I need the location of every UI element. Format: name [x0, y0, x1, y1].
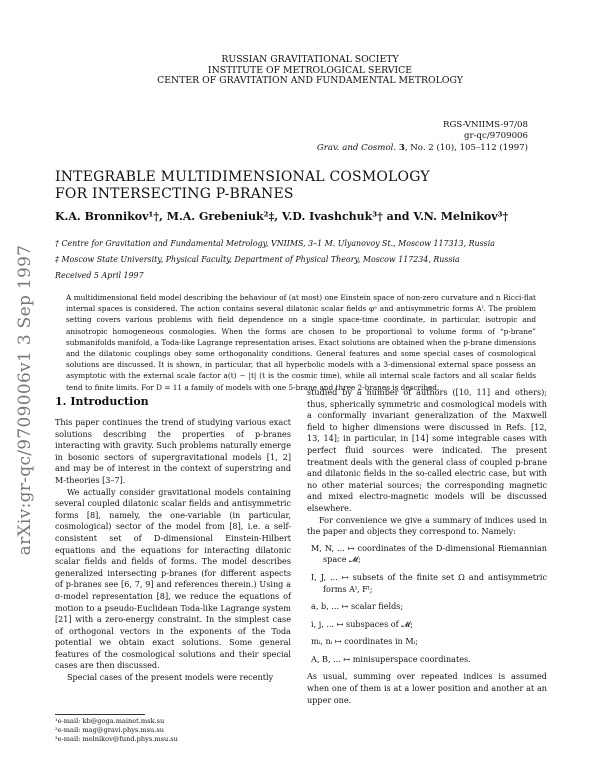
- index-list: [307, 543, 547, 666]
- affiliation: ‡ Moscow State University, Physical Faculty, Department of Physical Theory, Moscow 117234, Russia: [55, 255, 460, 264]
- list-item: A, B, ... ↦ minisuperspace coordinates.: [311, 653, 471, 664]
- institution-line: INSTITUTE OF METROLOGICAL SERVICE: [207, 64, 413, 76]
- paragraph: Special cases of the present models were recently: [67, 672, 274, 683]
- title-line: INTEGRABLE MULTIDIMENSIONAL COSMOLOGY: [55, 169, 430, 185]
- footnote: ³e-mail: melnikov@fund.phys.msu.su: [55, 734, 178, 743]
- list-item: I, J, ... ↦ subsets of the finite set Ω and antisymmetric forms Aᴵ, Fᴵ;: [311, 571, 547, 594]
- institution-line: CENTER OF GRAVITATION AND FUNDAMENTAL METROLOGY: [157, 75, 463, 86]
- footnote: ²e-mail: mag@gravi.phys.msu.su: [55, 725, 165, 734]
- paragraph: As usual, summing over repeated indices is assumed when one of them is at a lower position and another at an upper one.: [307, 671, 547, 705]
- journal-citation: [317, 143, 528, 154]
- author-list: K.A. Bronnikov¹†, M.A. Grebeniuk²‡, V.D. Ivashchuk³† and V.N. Melnikov³†: [55, 210, 509, 223]
- paragraph: For convenience we give a summary of indices used in the paper and objects they correspond to. Namely:: [307, 514, 547, 537]
- paragraph: studied by a number of authors ([10, 11] and others); thus, spherically symmetric and cosmological models with a conformally invariant generalization of the Maxwell field to higher dimensions were discussed in Refs. [12, 13, 14]; in particular, in [14] some integrable cases with perfect fluid sources were indicated. The present treatment deals with the general class of coupled p-brane and dilatonic fields in the so-called electric case, but with no other material sources; the corresponding magnetic and mixed electro-magnetic models will be discussed elsewhere.: [307, 387, 547, 513]
- footnotes: [55, 717, 355, 744]
- journal-issue: , No. 2 (10), 105–112 (1997): [404, 142, 528, 153]
- arxiv-id: gr-qc/9709006: [464, 131, 528, 142]
- affiliation: † Centre for Gravitation and Fundamental Metrology, VNIIMS, 3–1 M. Ulyanovoy St., Moscow 117313, Russia: [55, 239, 495, 248]
- received-date: Received 5 April 1997: [55, 271, 144, 280]
- paragraph: We actually consider gravitational models containing several coupled dilatonic scalar fields and antisymmetric forms [8], namely, the one-variable (in particular, cosmological) sector of the model from [8], i.e. a self-consistent set of D-dimensional Einstein-Hilbert equations and the equations for interacting dilatonic scalar fields and fields of forms. The model describes generalized intersecting p-branes (for different aspects of p-branes see [6, 7, 9] and references therein.) Using a σ-model representation [8], we reduce the equations of motion to a pseudo-Euclidean Toda-like Lagrange system [21] with a zero-energy constraint. In the simplest case of orthogonal vectors in the exponents of the Toda potential we obtain exact solutions. Some general features of the cosmological solutions and their special cases are then discussed.: [55, 486, 291, 671]
- institution-line: RUSSIAN GRAVITATIONAL SOCIETY: [221, 54, 399, 65]
- journal-volume: 3: [398, 142, 405, 153]
- institution-header: [120, 55, 500, 87]
- list-item: mᵢ, nᵢ ↦ coordinates in Mᵢ;: [311, 636, 418, 647]
- left-column: [55, 417, 291, 684]
- footnote: ¹e-mail: kb@goga.mainet.msk.su: [55, 717, 165, 725]
- list-item: M, N, ... ↦ coordinates of the D-dimensional Riemannian space 𝓜;: [311, 542, 547, 565]
- arxiv-stamp: arXiv:gr-qc/9709006v1 3 Sep 1997: [15, 244, 35, 556]
- list-item: i, j, ... ↦ subspaces of 𝓜;: [311, 618, 414, 629]
- footnote-divider: [55, 714, 145, 715]
- section-heading: 1. Introduction: [55, 395, 149, 408]
- abstract: A multidimensional field model describing the behaviour of (at most) one Einstein space of non-zero curvature and n Ricci-flat internal spaces is considered. The action contains several dilatonic scalar fields φᵃ and antisymmetric forms Aᴵ. The problem setting covers various problems with field dependence on a single space-time coordinate, in particular, isotropic and anisotropic homogeneous cosmologies. When the forms are chosen to be proportional to volume forms of “p-brane” submanifolds manifold, a Toda-like Lagrange representation arises. Exact solutions are obtained when the p-brane dimensions and the dilatonic couplings obey some orthogonality conditions. General features and some special cases of cosmological solutions are discussed. It is shown, in particular, that all hyperbolic models with a 3-dimensional external space possess an asymptotic with the external scale factor a(t) ∼ |t| (t is the cosmic time), while all internal scale factors and all scalar fields tend to finite limits. For D = 11 a family of models with one 5-brane and three 2-branes is described.: [66, 293, 536, 392]
- paragraph: This paper continues the trend of studying various exact solutions describing the properties of p-branes interacting with gravity. Such problems naturally emerge in bosonic sectors of supergravitational models [1, 2] and may be of interest in the context of superstring and M-theories [3–7].: [55, 417, 291, 485]
- list-item: a, b, ... ↦ scalar fields;: [311, 601, 404, 612]
- preprint-info: [317, 120, 528, 154]
- preprint-id: RGS-VNIIMS-97/08: [442, 120, 528, 130]
- title-line: FOR INTERSECTING P-BRANES: [55, 186, 294, 202]
- paper-title: [55, 169, 515, 203]
- journal-name: Grav. and Cosmol.: [316, 142, 397, 153]
- right-column: [307, 387, 547, 706]
